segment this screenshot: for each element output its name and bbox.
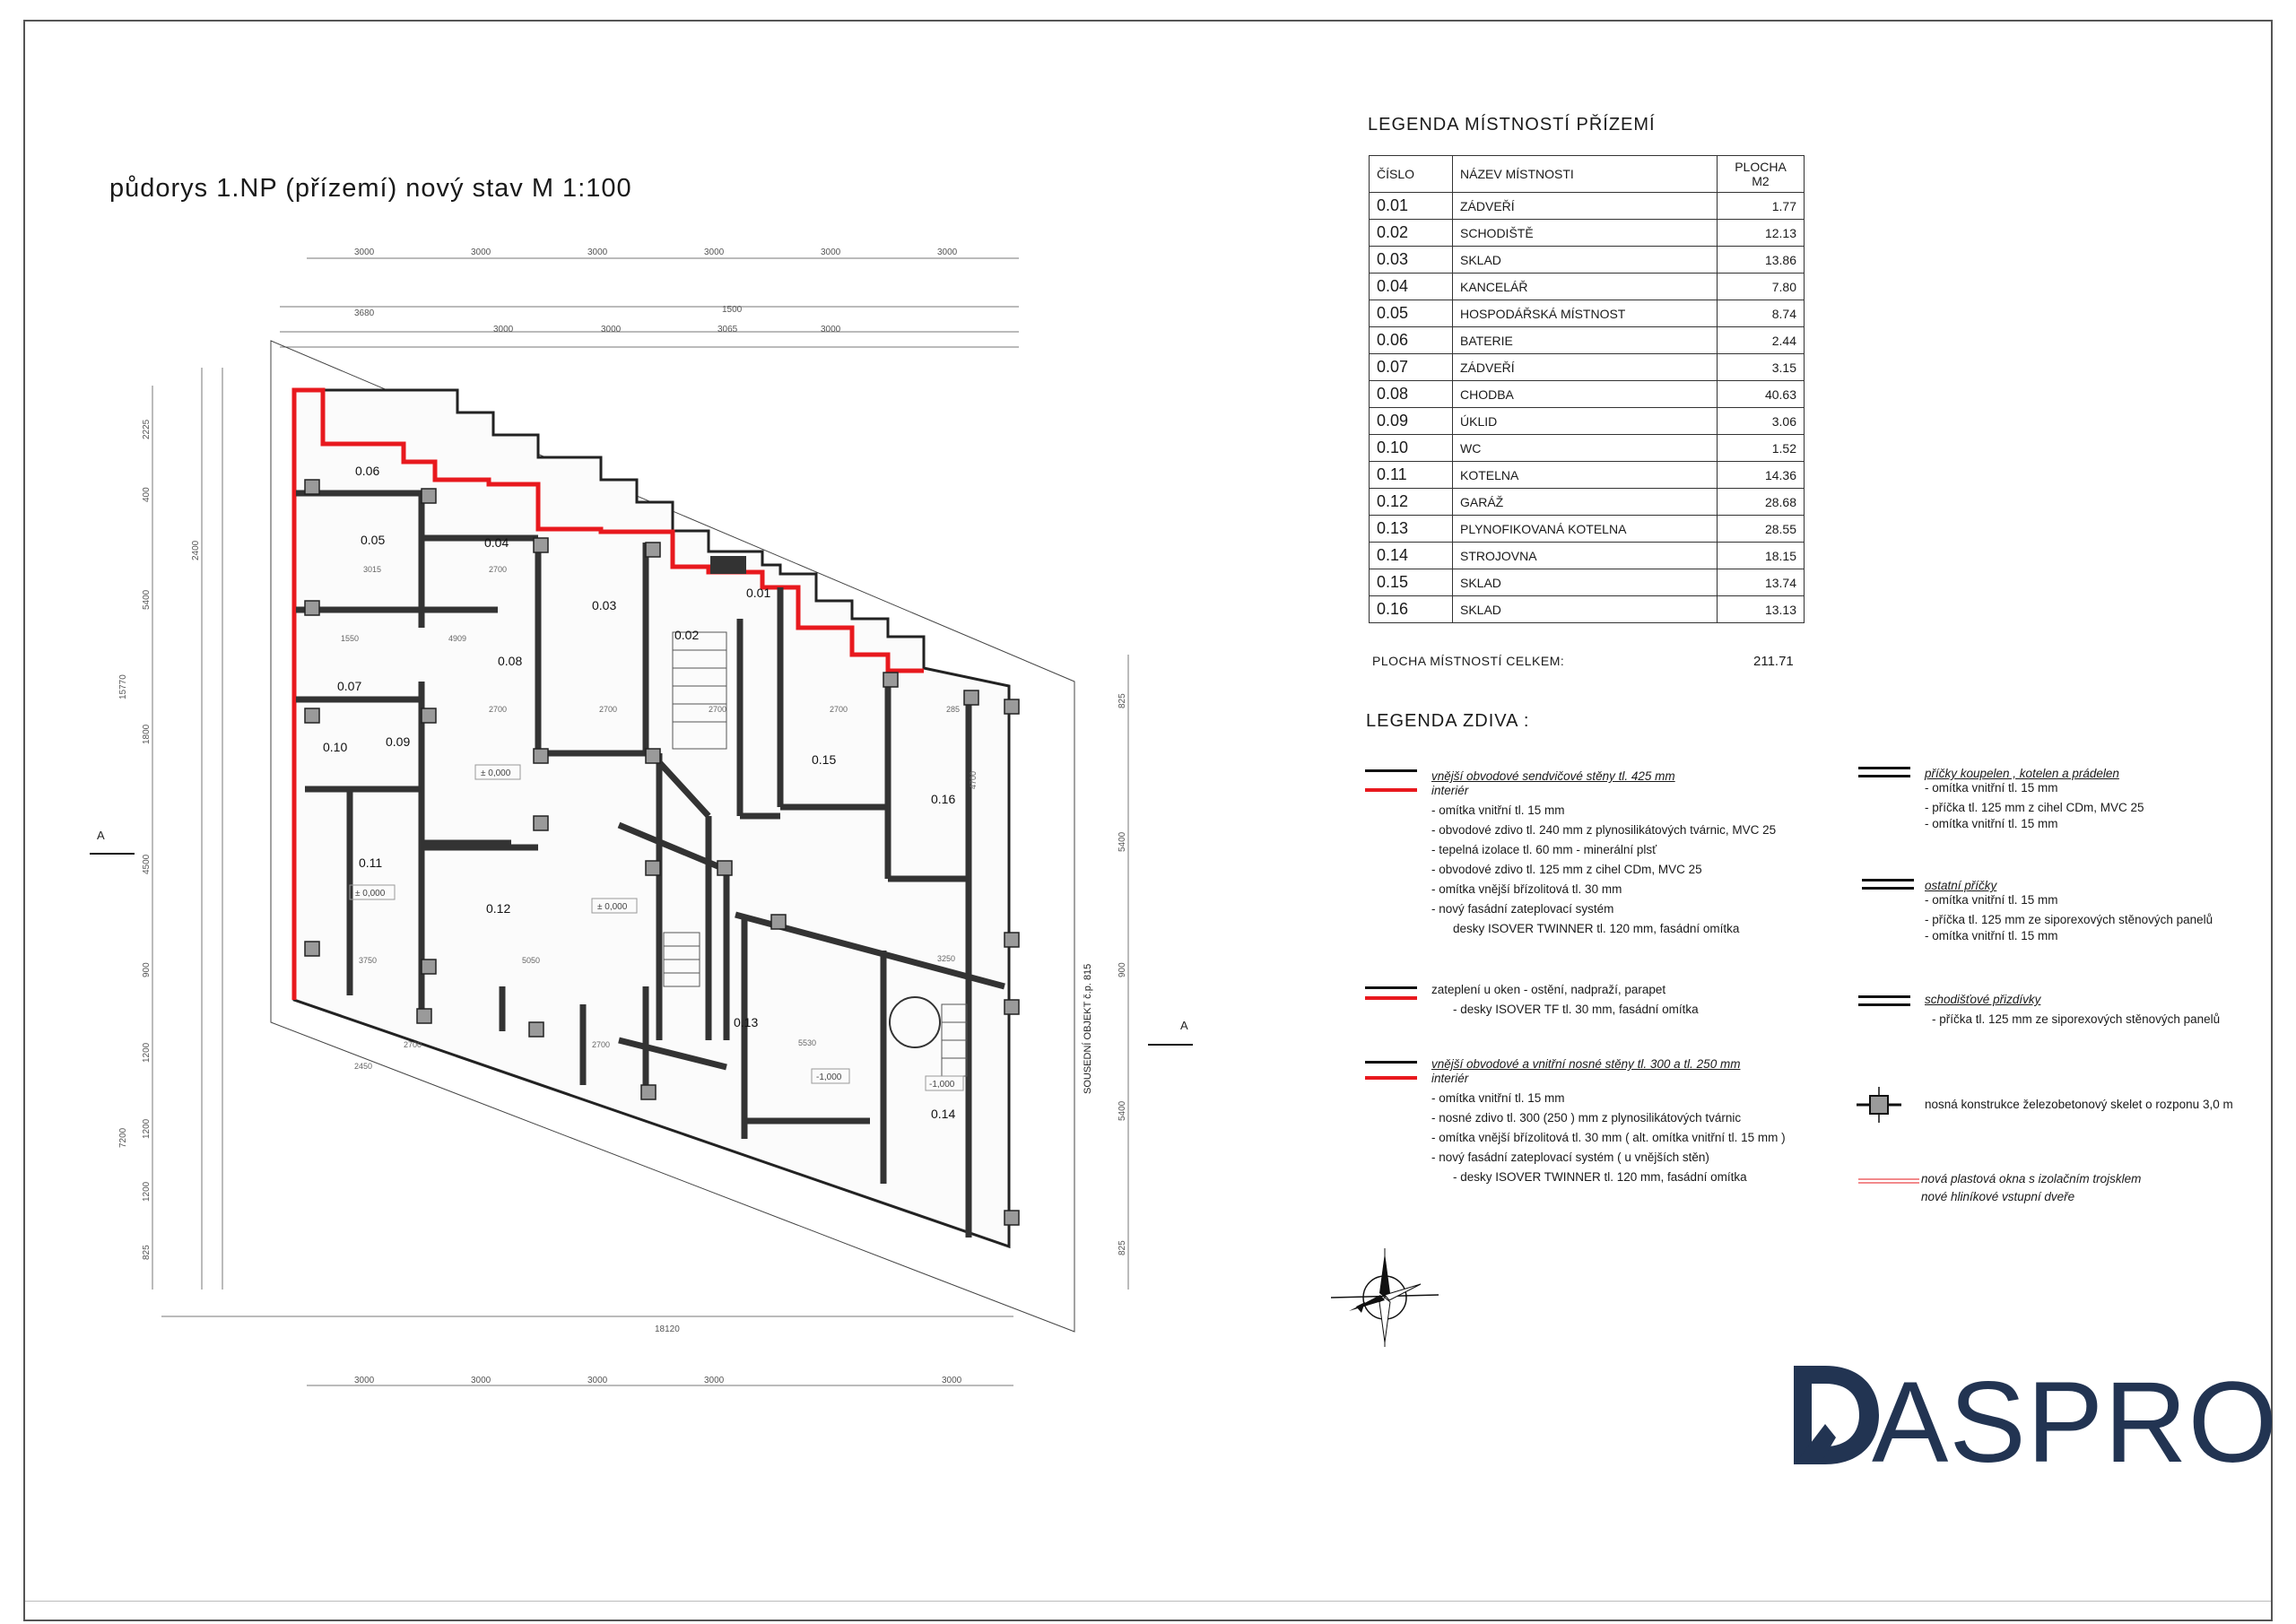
table-cell: 0.08: [1370, 381, 1453, 408]
table-cell: ZÁDVEŘÍ: [1453, 354, 1718, 381]
dim-inner-4: 2700: [489, 705, 508, 714]
dim-inner-5: 2700: [599, 705, 618, 714]
wall-legend-item-1: [1431, 767, 1776, 939]
north-arrow-icon: [1331, 1248, 1439, 1347]
table-row: [1370, 274, 1805, 300]
table-cell: 40.63: [1718, 381, 1805, 408]
room-legend-title: LEGENDA MÍSTNOSTÍ PŘÍZEMÍ: [1368, 115, 1656, 135]
table-cell: 12.13: [1718, 220, 1805, 247]
floor-plan: [81, 233, 1238, 1399]
level-1: ± 0,000: [481, 769, 511, 778]
room-label-0.03: 0.03: [592, 598, 617, 612]
table-cell: schodišťové přizdívky: [1925, 993, 2041, 1006]
table-row: [1370, 516, 1805, 543]
table-row: [1370, 596, 1805, 623]
dim-bottom-4: 3000: [704, 1376, 725, 1385]
table-cell: GARÁŽ: [1453, 489, 1718, 516]
room-label-0.14: 0.14: [931, 1107, 956, 1121]
room-label-0.15: 0.15: [812, 752, 837, 767]
table-cell: 18.15: [1718, 543, 1805, 569]
dim-inner-11: 3750: [359, 956, 378, 965]
room-label-0.01: 0.01: [746, 586, 771, 600]
room-label-0.09: 0.09: [386, 734, 411, 749]
table-cell: 0.04: [1370, 274, 1453, 300]
table-cell: 0.02: [1370, 220, 1453, 247]
table-cell: 13.13: [1718, 596, 1805, 623]
dim-top-4: 3000: [704, 248, 725, 257]
dim-inner-10: 3250: [937, 954, 956, 963]
table-cell: - omítka vnitřní tl. 15 mm: [1925, 893, 2058, 907]
room-label-0.13: 0.13: [734, 1015, 759, 1029]
dim-inner-12: 5050: [522, 956, 541, 965]
dim-inner-14: 5530: [798, 1038, 817, 1047]
wall-legend-item-8: [1921, 1170, 2141, 1206]
drawing-title: půdorys 1.NP (přízemí) nový stav M 1:100: [109, 174, 632, 203]
table-cell: 0.01: [1370, 193, 1453, 220]
table-row: [1370, 220, 1805, 247]
dim-right-2: 5400: [1118, 831, 1127, 852]
table-cell: - příčka tl. 125 mm ze siporexových stěnových panelů: [1932, 1012, 2221, 1026]
dim-right-1: 825: [1118, 693, 1127, 708]
table-cell: interiér: [1431, 1072, 1469, 1085]
dim-inner-1: 3015: [363, 565, 382, 574]
dim-top2-5: 3065: [718, 325, 738, 334]
table-cell: 3.06: [1718, 408, 1805, 435]
dim-inner-7: 2700: [709, 705, 727, 714]
room-label-0.11: 0.11: [359, 855, 383, 870]
table-cell: 0.05: [1370, 300, 1453, 327]
table-cell: 0.11: [1370, 462, 1453, 489]
table-header-row: [1370, 156, 1805, 193]
table-cell: SCHODIŠTĚ: [1453, 220, 1718, 247]
level-2: ± 0,000: [355, 889, 386, 899]
dim-right-3: 900: [1118, 962, 1127, 977]
table-row: [1370, 435, 1805, 462]
table-cell: - nosné zdivo tl. 300 (250 ) mm z plynosilikátových tvárnic: [1431, 1111, 1742, 1125]
dim-bottom-1: 3000: [354, 1376, 375, 1385]
table-cell: příčky koupelen , kotelen a prádelen: [1925, 767, 2119, 780]
table-cell: 0.07: [1370, 354, 1453, 381]
dim-inner-2: 2700: [489, 565, 508, 574]
table-cell: 0.09: [1370, 408, 1453, 435]
table-cell: vnější obvodové a vnitřní nosné stěny tl. 300 a tl. 250 mm: [1431, 1057, 1741, 1071]
dim-top2-3: 3000: [493, 325, 514, 334]
table-cell: interiér: [1431, 784, 1469, 797]
radiator-symbol: [710, 556, 746, 574]
table-cell: 13.74: [1718, 569, 1805, 596]
table-cell: 0.14: [1370, 543, 1453, 569]
wall-legend-item-4: [1925, 764, 2144, 834]
dim-left-7: 4500: [142, 854, 152, 874]
table-cell: 0.16: [1370, 596, 1453, 623]
wall-legend-item-3: [1431, 1055, 1786, 1187]
dim-inner-6: 2700: [830, 705, 848, 714]
room-label-0.16: 0.16: [931, 792, 956, 806]
table-cell: - omítka vnější břízolitová tl. 30 mm ( alt. omítka vnitřní tl. 15 mm ): [1431, 1131, 1786, 1144]
table-cell: vnější obvodové sendvičové stěny tl. 425 mm: [1431, 769, 1675, 783]
wall-symbol-sandwich: [1365, 769, 1417, 792]
dim-left-8: 900: [142, 962, 152, 977]
section-label-right: A: [1180, 1019, 1188, 1032]
dim-left-6: 1800: [142, 724, 152, 744]
table-cell: 28.68: [1718, 489, 1805, 516]
header-number: ČÍSLO: [1370, 156, 1453, 193]
table-cell: 1.77: [1718, 193, 1805, 220]
daspro-logo: [1789, 1359, 2279, 1487]
logo-text: ASPRO: [1872, 1359, 2279, 1487]
header-area: PLOCHA M2: [1718, 156, 1805, 193]
table-cell: PLYNOFIKOVANÁ KOTELNA: [1453, 516, 1718, 543]
room-label-0.10: 0.10: [323, 740, 348, 754]
level-3: ± 0,000: [597, 902, 628, 912]
table-cell: - omítka vnitřní tl. 15 mm: [1925, 781, 2058, 795]
total-area-value: 211.71: [1753, 654, 1794, 669]
table-cell: - omítka vnitřní tl. 15 mm: [1431, 803, 1565, 817]
dim-bottom-3: 3000: [587, 1376, 608, 1385]
window-symbol: [1858, 1178, 1919, 1184]
wall-legend-item-2: [1431, 980, 1699, 1020]
table-cell: 7.80: [1718, 274, 1805, 300]
dim-left-13: 825: [142, 1245, 152, 1260]
dim-right-4: 5400: [1118, 1100, 1127, 1121]
table-cell: zateplení u oken - ostění, nadpraží, parapet: [1431, 983, 1666, 996]
table-cell: - nový fasádní zateplovací systém ( u vnějších stěn): [1431, 1151, 1709, 1164]
table-cell: desky ISOVER TWINNER tl. 120 mm, fasádní omítka: [1453, 922, 1740, 935]
wall-legend-item-5: [1925, 876, 2213, 946]
table-cell: 0.03: [1370, 247, 1453, 274]
table-cell: nová plastová okna s izolačním trojsklem: [1921, 1172, 2142, 1185]
wall-symbol-partition-other: [1862, 879, 1914, 890]
neighbor-building-label: SOUSEDNÍ OBJEKT č.p. 815: [1083, 963, 1093, 1094]
table-cell: 0.10: [1370, 435, 1453, 462]
table-cell: - omítka vnitřní tl. 15 mm: [1431, 1091, 1565, 1105]
dim-top-3: 3000: [587, 248, 608, 257]
table-row: [1370, 327, 1805, 354]
dim-left-12: 1200: [142, 1181, 152, 1202]
table-row: [1370, 462, 1805, 489]
wall-symbol-window-insulation: [1365, 986, 1417, 1000]
dim-right-5: 825: [1118, 1240, 1127, 1255]
room-label-0.07: 0.07: [337, 679, 362, 693]
wall-symbol-bearing: [1365, 1061, 1417, 1080]
total-area-label: PLOCHA MÍSTNOSTÍ CELKEM:: [1372, 654, 1565, 668]
dim-inner-9: 4700: [969, 770, 978, 789]
table-row: [1370, 569, 1805, 596]
dim-top2-1: 3680: [354, 308, 375, 318]
dim-inner-13: 2700: [592, 1040, 611, 1049]
dim-bottom-5: 3000: [942, 1376, 962, 1385]
table-cell: 1.52: [1718, 435, 1805, 462]
level-4: -1,000: [816, 1073, 842, 1082]
dim-top2-2: 1500: [722, 305, 743, 315]
table-cell: WC: [1453, 435, 1718, 462]
table-cell: ZÁDVEŘÍ: [1453, 193, 1718, 220]
table-cell: - omítka vnější břízolitová tl. 30 mm: [1431, 882, 1622, 896]
column-symbol: [1857, 1087, 1901, 1123]
dim-left-2: 400: [142, 487, 152, 502]
room-label-0.12: 0.12: [486, 901, 511, 916]
dim-left-3: 2400: [191, 540, 201, 560]
wall-symbol-partition-bathroom: [1858, 767, 1910, 777]
dim-left-11: 1200: [142, 1118, 152, 1139]
dim-total-bottom: 18120: [655, 1324, 680, 1334]
table-cell: BATERIE: [1453, 327, 1718, 354]
table-row: [1370, 193, 1805, 220]
table-cell: 2.44: [1718, 327, 1805, 354]
room-label-0.05: 0.05: [361, 533, 386, 547]
table-cell: SKLAD: [1453, 569, 1718, 596]
dim-top-2: 3000: [471, 248, 491, 257]
dim-inner-16: 2450: [354, 1062, 373, 1071]
wall-legend-item-7: nosná konstrukce železobetonový skelet o rozponu 3,0 m: [1925, 1098, 2233, 1111]
dim-top-1: 3000: [354, 248, 375, 257]
title-block-line: [25, 1601, 2271, 1602]
dim-top2-4: 3000: [601, 325, 622, 334]
dim-left-5: 15770: [118, 674, 128, 699]
table-cell: 13.86: [1718, 247, 1805, 274]
wall-symbol-stair: [1858, 995, 1910, 1006]
table-cell: SKLAD: [1453, 247, 1718, 274]
table-cell: - příčka tl. 125 mm ze siporexových stěnových panelů: [1925, 913, 2213, 926]
table-row: [1370, 543, 1805, 569]
room-legend-table: [1369, 155, 1805, 623]
table-row: [1370, 247, 1805, 274]
dim-inner-8: 285: [946, 705, 961, 714]
table-cell: 0.13: [1370, 516, 1453, 543]
table-row: [1370, 489, 1805, 516]
dim-top2-6: 3000: [821, 325, 841, 334]
section-label-left: A: [97, 829, 105, 842]
table-cell: 28.55: [1718, 516, 1805, 543]
dim-top-6: 3000: [937, 248, 958, 257]
table-cell: 0.12: [1370, 489, 1453, 516]
dim-inner-17: 1550: [341, 634, 360, 643]
table-cell: 0.15: [1370, 569, 1453, 596]
table-row: [1370, 408, 1805, 435]
table-cell: KANCELÁŘ: [1453, 274, 1718, 300]
table-cell: - omítka vnitřní tl. 15 mm: [1925, 817, 2058, 830]
dim-bottom-2: 3000: [471, 1376, 491, 1385]
dim-left-9: 1200: [142, 1042, 152, 1063]
wall-legend-title: LEGENDA ZDIVA :: [1366, 711, 1530, 731]
table-cell: HOSPODÁŘSKÁ MÍSTNOST: [1453, 300, 1718, 327]
table-cell: 3.15: [1718, 354, 1805, 381]
table-cell: ostatní příčky: [1925, 879, 1997, 892]
dim-top-5: 3000: [821, 248, 841, 257]
dim-inner-15: 2700: [404, 1040, 422, 1049]
header-name: NÁZEV MÍSTNOSTI: [1453, 156, 1718, 193]
table-cell: - příčka tl. 125 mm z cihel CDm, MVC 25: [1925, 801, 2144, 814]
table-cell: 0.06: [1370, 327, 1453, 354]
dim-inner-3: 4909: [448, 634, 467, 643]
wall-legend-item-6: [1925, 990, 2220, 1029]
table-cell: - obvodové zdivo tl. 125 mm z cihel CDm, MVC 25: [1431, 863, 1702, 876]
table-cell: 14.36: [1718, 462, 1805, 489]
table-cell: - obvodové zdivo tl. 240 mm z plynosilikátových tvárnic, MVC 25: [1431, 823, 1777, 837]
dim-left-1: 2225: [142, 419, 152, 439]
table-cell: CHODBA: [1453, 381, 1718, 408]
table-cell: 8.74: [1718, 300, 1805, 327]
table-row: [1370, 300, 1805, 327]
room-label-0.06: 0.06: [355, 464, 380, 478]
room-label-0.04: 0.04: [484, 535, 509, 550]
table-cell: nové hliníkové vstupní dveře: [1921, 1190, 2075, 1203]
table-cell: SKLAD: [1453, 596, 1718, 623]
table-row: [1370, 381, 1805, 408]
table-cell: - desky ISOVER TF tl. 30 mm, fasádní omítka: [1453, 1003, 1699, 1016]
dim-left-10: 7200: [118, 1127, 128, 1148]
table-cell: - desky ISOVER TWINNER tl. 120 mm, fasádní omítka: [1453, 1170, 1747, 1184]
room-label-0.02: 0.02: [674, 628, 700, 642]
room-label-0.08: 0.08: [498, 654, 523, 668]
table-cell: KOTELNA: [1453, 462, 1718, 489]
table-cell: - nový fasádní zateplovací systém: [1431, 902, 1614, 916]
table-cell: ÚKLID: [1453, 408, 1718, 435]
table-cell: STROJOVNA: [1453, 543, 1718, 569]
dim-left-4: 5400: [142, 589, 152, 610]
table-cell: - omítka vnitřní tl. 15 mm: [1925, 929, 2058, 942]
building-outline: [294, 390, 1009, 1246]
table-cell: - tepelná izolace tl. 60 mm - minerální plsť: [1431, 843, 1657, 856]
table-row: [1370, 354, 1805, 381]
level-5: -1,000: [929, 1080, 955, 1090]
